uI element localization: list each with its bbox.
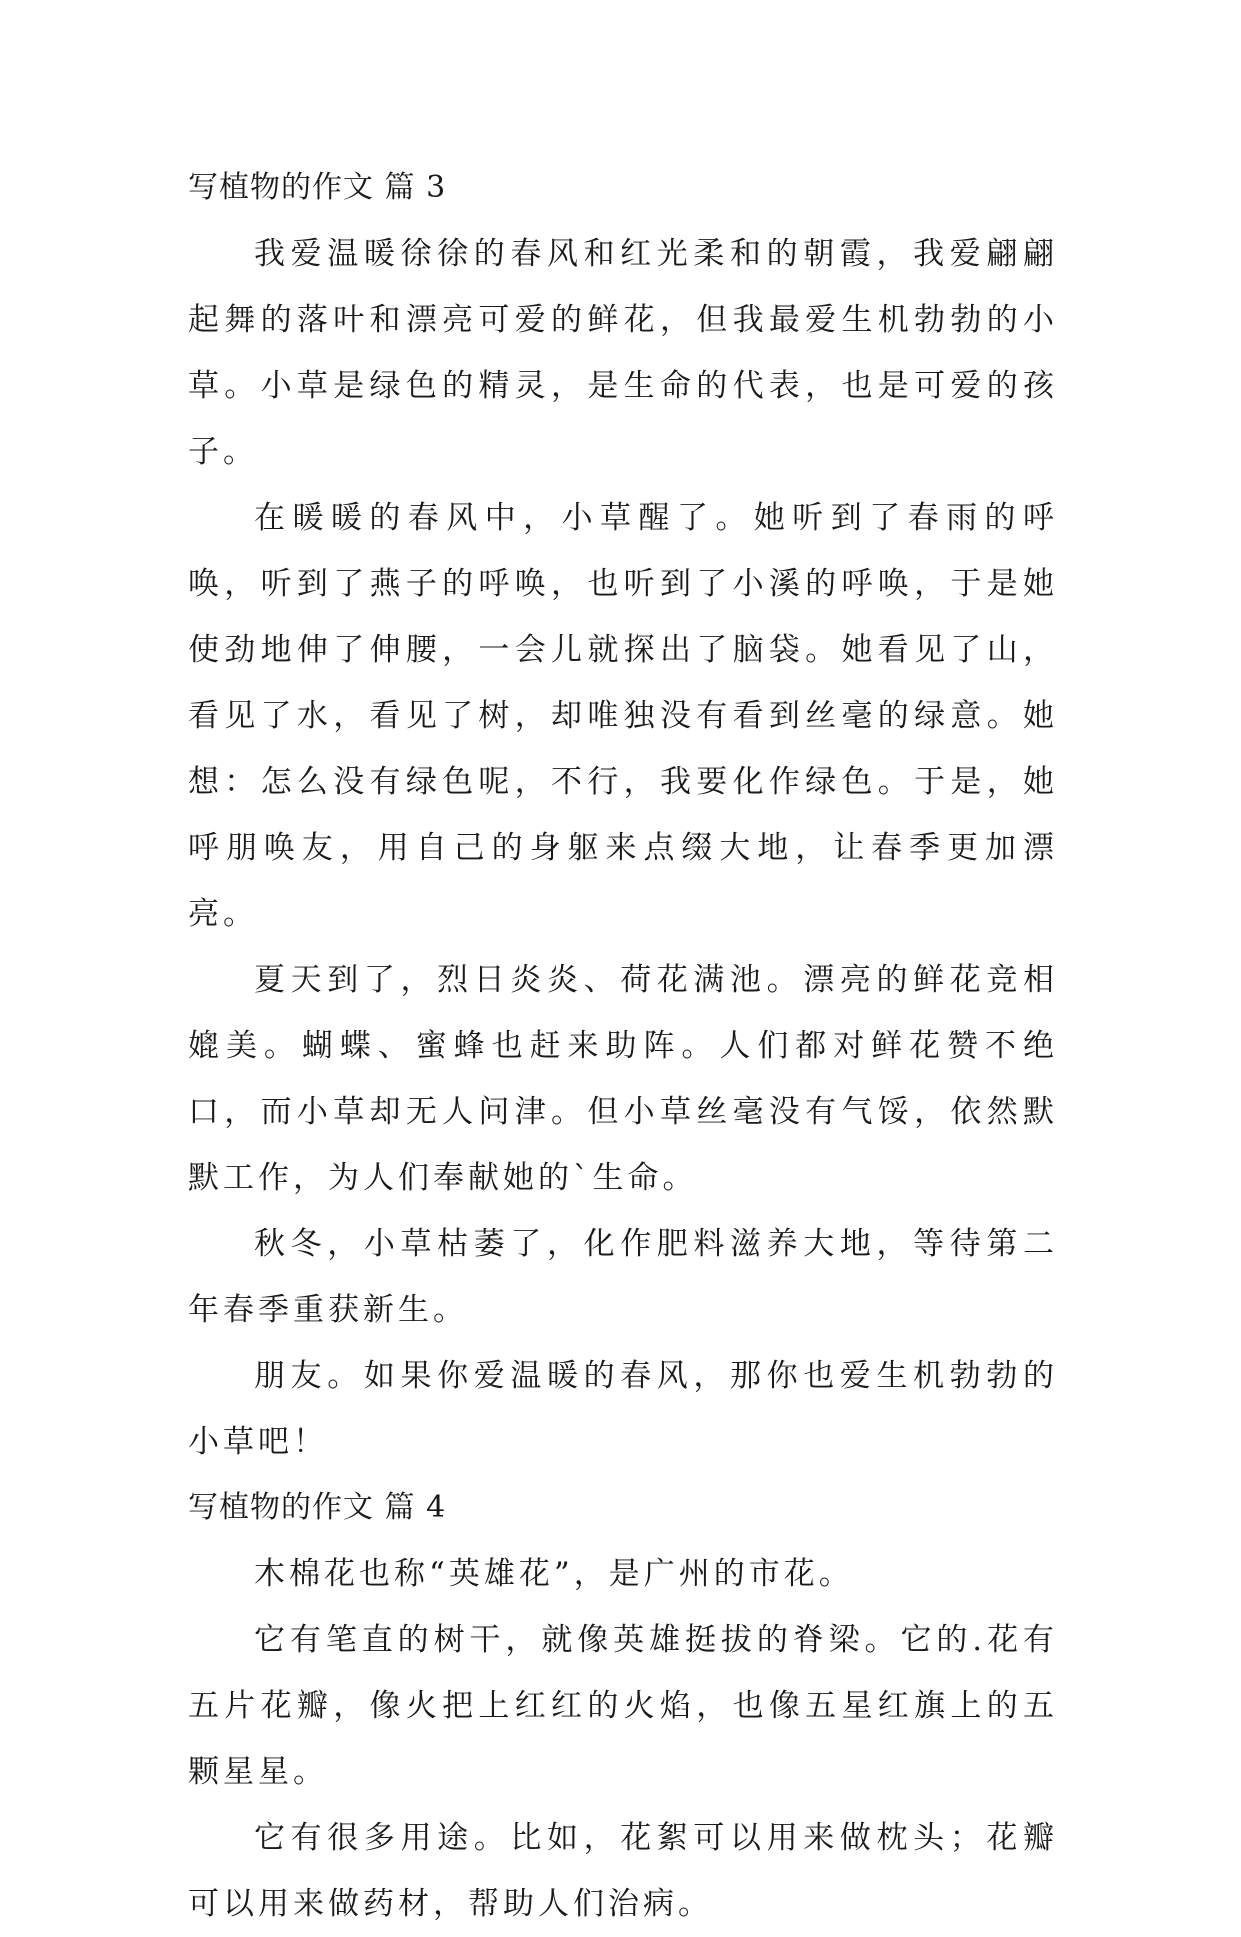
essay-section-4 — [188, 1475, 1058, 1937]
paragraph: 秋冬，小草枯萎了，化作肥料滋养大地，等待第二年春季重获新生。 — [188, 1226, 1058, 1328]
essay-section-3 — [188, 155, 1058, 1475]
paragraph: 在暖暖的春风中，小草醒了。她听到了春雨的呼唤，听到了燕子的呼唤，也听到了小溪的呼唤，于是她使劲地伸了伸腰，一会儿就探出了脑袋。她看见了山，看见了水，看见了树，却唯独没有看到丝毫的绿意。她想：怎么没有绿色呢，不行，我要化作绿色。于是，她呼朋唤友，用自己的身躯来点缀大地，让春季更加漂亮。 — [188, 500, 1058, 932]
paragraph: 我爱温暖徐徐的春风和红光柔和的朝霞，我爱翩翩起舞的落叶和漂亮可爱的鲜花，但我最爱生机勃勃的小草。小草是绿色的精灵，是生命的代表，也是可爱的孩子。 — [188, 236, 1058, 470]
document-page — [188, 155, 1058, 1937]
paragraph: 夏天到了，烈日炎炎、荷花满池。漂亮的鲜花竞相媲美。蝴蝶、蜜蜂也赶来助阵。人们都对鲜花赞不绝口，而小草却无人问津。但小草丝毫没有气馁，依然默默工作，为人们奉献她的`生命。 — [188, 962, 1058, 1196]
paragraph: 木棉花也称“英雄花”，是广州的市花。 — [254, 1556, 854, 1592]
paragraph: 它有很多用途。比如，花絮可以用来做枕头；花瓣可以用来做药材，帮助人们治病。 — [188, 1820, 1058, 1922]
paragraph: 它有笔直的树干，就像英雄挺拔的脊梁。它的.花有五片花瓣，像火把上红红的火焰，也像五星红旗上的五颗星星。 — [188, 1622, 1058, 1790]
section-heading: 写植物的作文 篇 4 — [188, 1490, 447, 1525]
paragraph: 朋友。如果你爱温暖的春风，那你也爱生机勃勃的小草吧！ — [188, 1358, 1058, 1460]
section-heading: 写植物的作文 篇 3 — [188, 170, 447, 205]
